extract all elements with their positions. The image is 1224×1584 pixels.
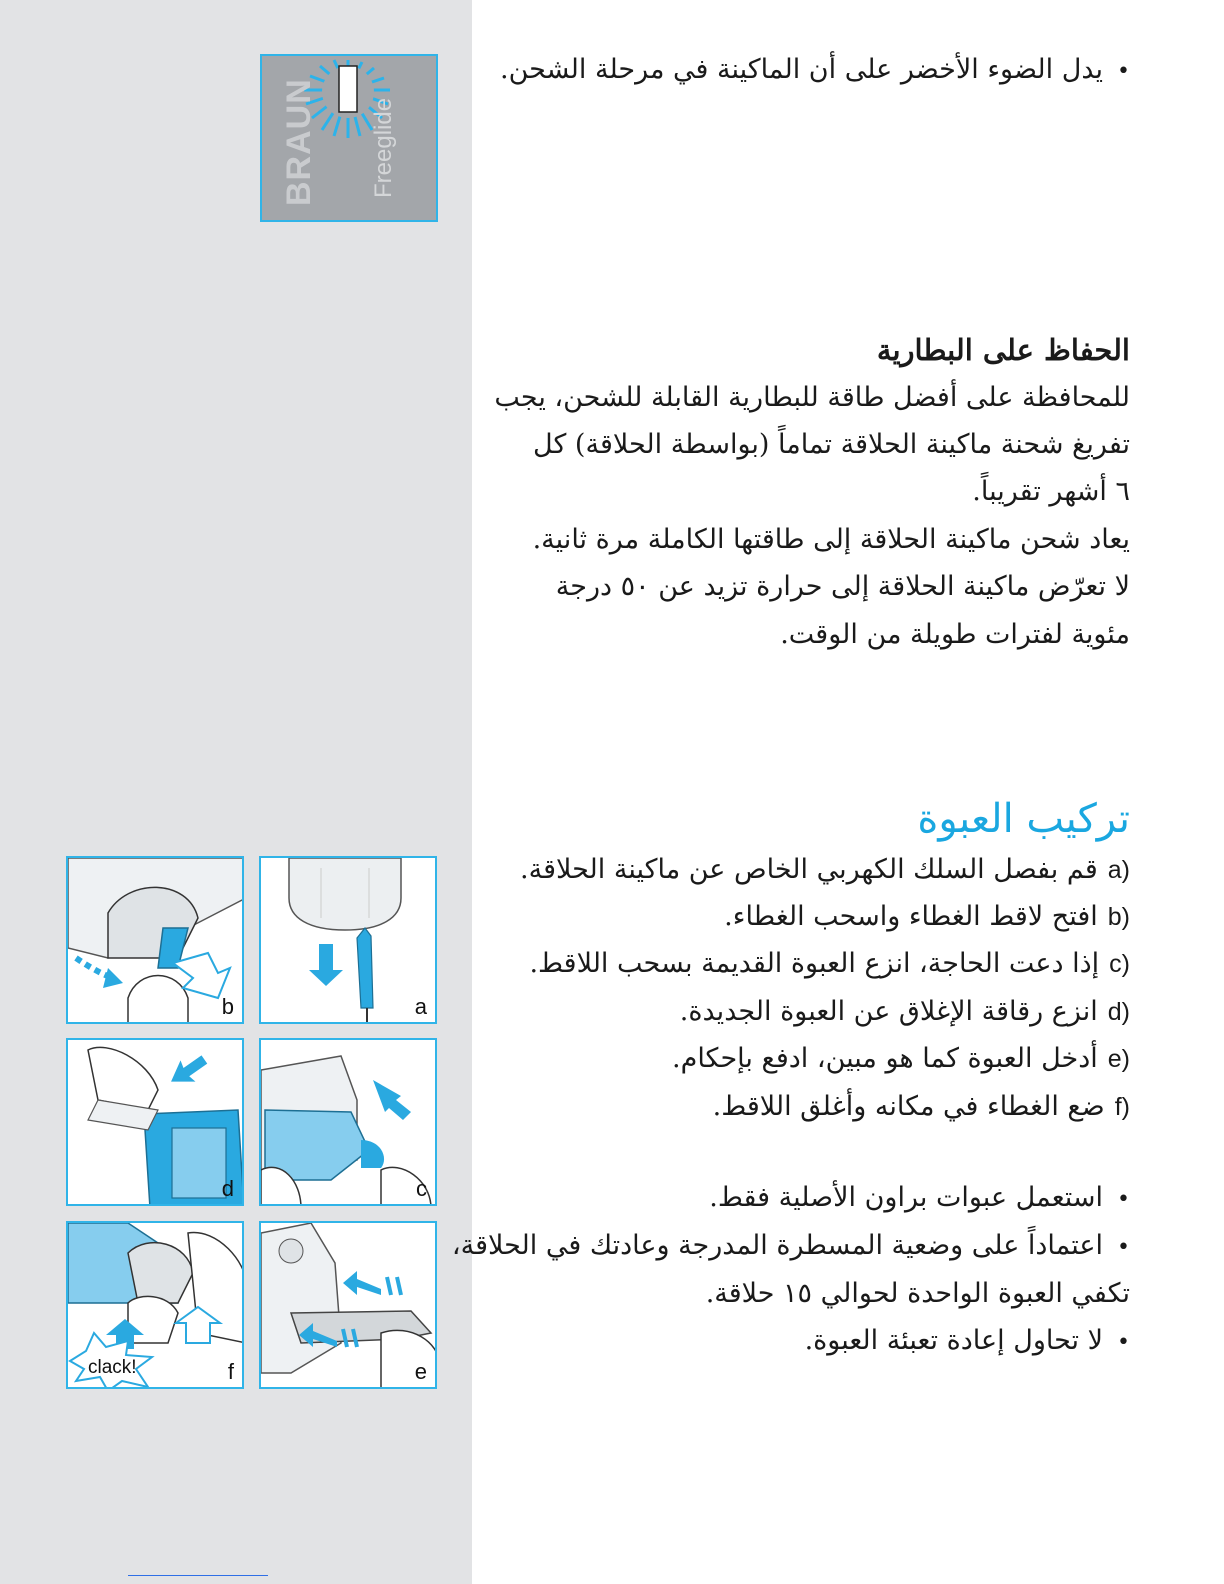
insert-cartridge-illustration [261,1223,437,1389]
step-letter: d) [1107,998,1130,1026]
step-letter: b) [1107,903,1130,931]
step-letter: c) [1109,950,1130,978]
battery-line: يعاد شحن ماكينة الحلاقة إلى طاقتها الكاملة مرة ثانية. [532,524,1130,555]
panel-c [259,1038,437,1206]
step-b [724,899,1130,935]
step-letter: a) [1107,856,1130,884]
panel-d [66,1038,244,1206]
panel-a [259,856,437,1024]
step-text: أدخل العبوة كما هو مبين، ادفع بإحكام. [672,1043,1098,1074]
step-text: ضع الغطاء في مكانه وأغلق اللاقط. [712,1091,1105,1122]
step-text: انزع رقاقة الإغلاق عن العبوة الجديدة. [679,996,1098,1027]
note-cartridge-life: • اعتماداً على وضعية المسطرة المدرجة وعادتك في الحلاقة، [452,1228,1130,1266]
panel-label-a: a [414,994,427,1019]
panel-label-f: f [227,1359,234,1384]
cartridge-heading: تركيب العبوة [917,796,1130,842]
step-text: قم بفصل السلك الكهربي الخاص عن ماكينة الحلاقة. [520,854,1098,885]
battery-line: مئوية لفترات طويلة من الوقت. [780,619,1130,650]
note-no-refill: • لا تحاول إعادة تعبئة العبوة. [805,1323,1130,1361]
battery-line: تفريغ شحنة ماكينة الحلاقة تماماً (بواسطة الحلاقة) كل [533,429,1130,460]
panel-label-c: c [416,1176,427,1201]
step-a [520,852,1130,888]
battery-line: للمحافظة على أفضل طاقة للبطارية القابلة للشحن، يجب [494,382,1130,413]
panel-label-d: d [221,1176,234,1201]
charging-note: • يدل الضوء الأخضر على أن الماكينة في مرحلة الشحن. [500,52,1130,90]
battery-heading: الحفاظ على البطارية [876,333,1130,367]
panel-b [66,856,244,1024]
brand-logo: BRAUN [280,78,318,206]
step-letter: f) [1114,1093,1130,1121]
step-text: افتح لاقط الغطاء واسحب الغطاء. [724,901,1098,932]
step-f [713,1089,1130,1125]
step-c [529,946,1130,982]
panel-label-e: e [414,1359,427,1384]
panel-e [259,1221,437,1389]
note-cartridge-life-cont: تكفي العبوة الواحدة لحوالي ١٥ حلاقة. [705,1278,1130,1309]
clack-text: clack! [88,1357,137,1378]
close-latch-illustration [68,1223,244,1389]
model-name: Freeglide [370,97,397,198]
remove-cartridge-illustration [261,1040,437,1206]
note-original-cartridges: • استعمل عبوات براون الأصلية فقط. [709,1180,1130,1218]
battery-line: ٦ أشهر تقريباً. [972,476,1130,507]
battery-line: لا تعرّض ماكينة الحلاقة إلى حرارة تزيد عن ٥٠ درجة [555,571,1130,602]
panel-f [66,1221,244,1389]
content-column [451,0,1130,1584]
open-latch-illustration [68,858,244,1024]
step-e [672,1041,1130,1077]
step-text: إذا دعت الحاجة، انزع العبوة القديمة بسحب اللاقط. [529,948,1100,979]
remove-seal-illustration [68,1040,244,1206]
step-d [680,994,1130,1030]
unplug-cord-illustration [261,858,437,1024]
shaver-display-image [260,54,438,222]
footer-rule [128,1575,268,1576]
step-letter: e) [1107,1045,1130,1073]
panel-label-b: b [221,994,234,1019]
